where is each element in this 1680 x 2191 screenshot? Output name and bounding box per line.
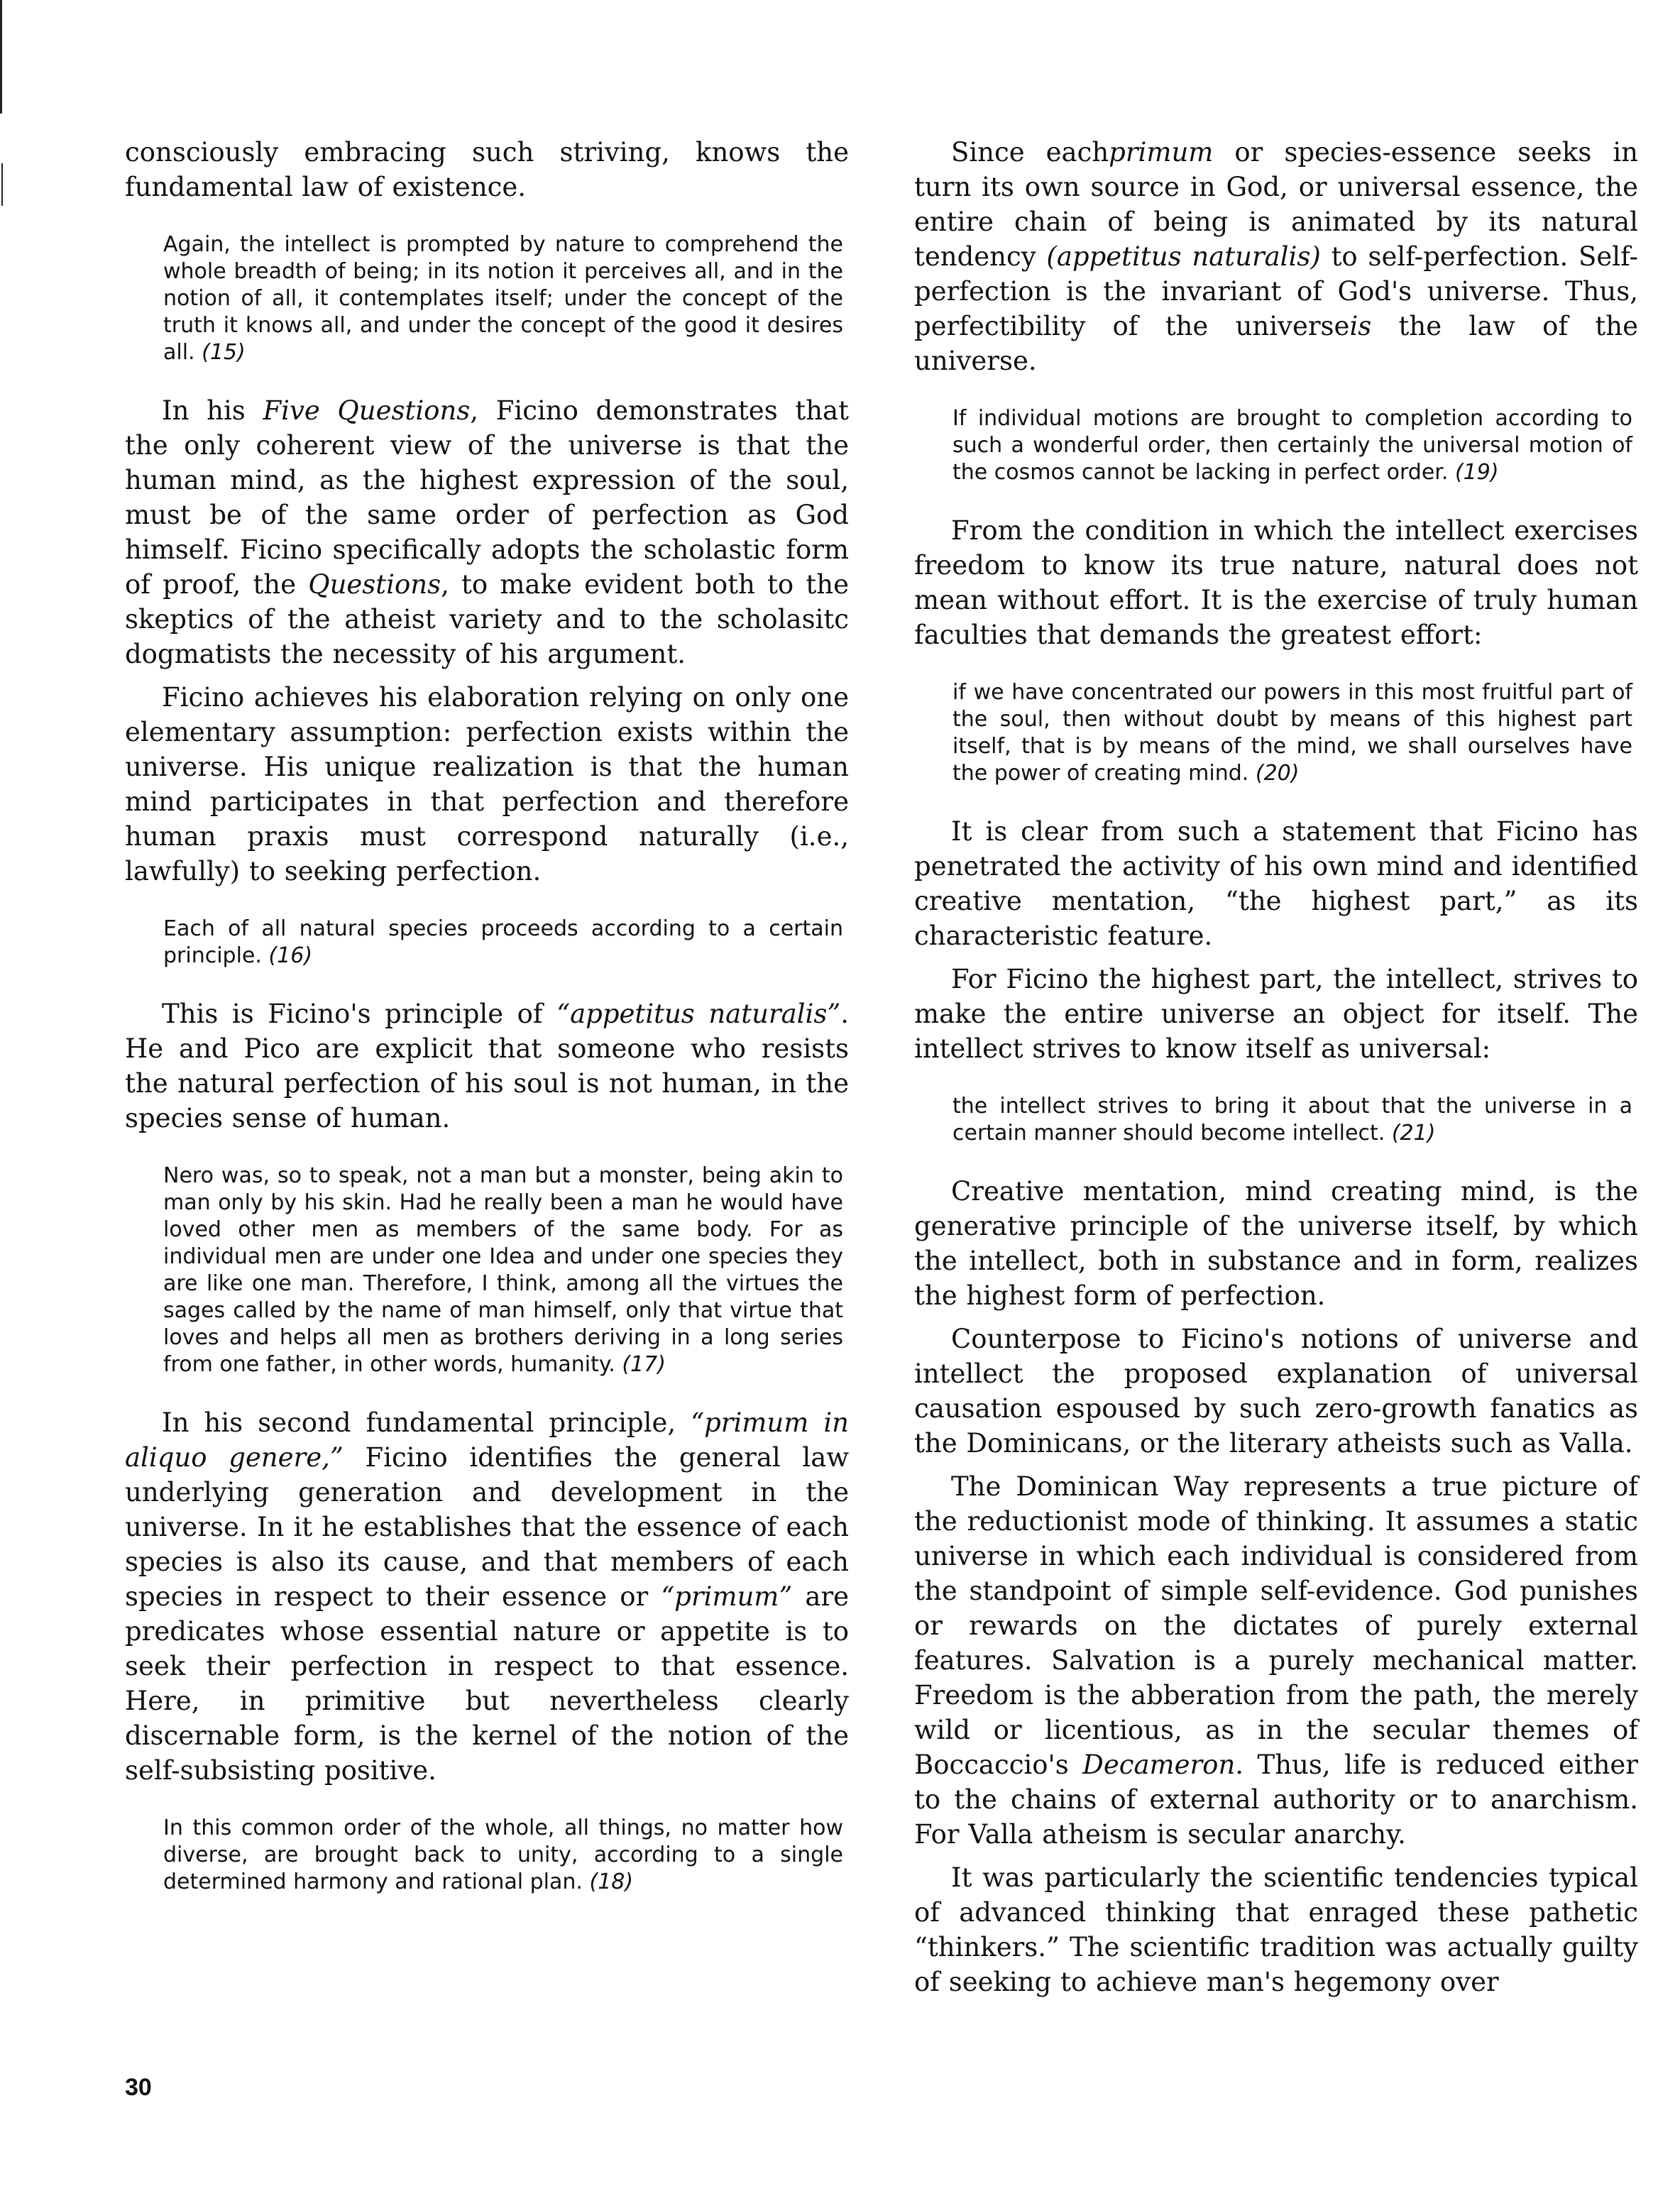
block-quote (952, 679, 1632, 787)
right-column (914, 135, 1638, 2008)
latin-term: primum (1109, 137, 1214, 168)
paragraph (125, 393, 849, 671)
block-quote (163, 1815, 843, 1896)
latin-term: “primum in aliquo genere,” (125, 1407, 849, 1473)
paragraph (125, 135, 849, 204)
footnote-ref: (15) (202, 340, 246, 365)
paragraph (125, 1405, 849, 1788)
paragraph-text: This is Ficino's principle of (162, 999, 557, 1029)
paragraph-text: For Ficino the highest part, the intellect, strives to make the entire universe an object for itself. The intellect strives to know itself as universal: (914, 964, 1638, 1064)
quote-text: If individual motions are brought to completion according to such a wonderful order, then certainly the universal motion of the cosmos cannot be lacking in perfect order. (952, 406, 1632, 485)
paragraph (914, 1174, 1638, 1313)
footnote-ref: (16) (268, 943, 313, 968)
paragraph-text: Ficino achieves his elaboration relying on only one elementary assumption: perfection exists within the universe. His unique realization is that the human mind participates in that perfection and therefore human praxis must correspond naturally (i.e., lawfully) to seeking perfection. (125, 682, 849, 886)
paragraph-text: the law of the universe. (914, 311, 1638, 376)
footnote-ref: (17) (622, 1352, 666, 1377)
paragraph-text: In his (162, 395, 263, 426)
paragraph-text: The Dominican Way represents a true picture of the reductionist mode of thinking. It assumes a static universe in which each individual is considered from the standpoint of simple self-evidence. God punishes or rewards on the dictates of purely external features. Salvation is a purely mechanical matter. Freedom is the abberation from the path, the merely wild or licentious, as in the secular themes of Boccaccio's (914, 1471, 1638, 1780)
paragraph-text: , Ficino demonstrates that the only coherent view of the universe is that the human mind, as the highest expression of the soul, must be of the same order of perfection as God himself. Ficino specifically adopts the scholastic form of proof, the (125, 395, 849, 600)
latin-term: “primum” (661, 1581, 793, 1612)
paragraph-text: Ficino identifies the general law underlying generation and development in the universe. In it he establishes that the essence of each species is also its cause, and that members of each species in respect to their essence or (125, 1442, 849, 1612)
paragraph-text: In his second fundamental principle, (162, 1407, 691, 1438)
paragraph-text: Since each (951, 137, 1109, 168)
paragraph-text: It is clear from such a statement that Ficino has penetrated the activity of his own mind and identified creative mentation, “the highest part,” as its characteristic feature. (914, 816, 1638, 951)
quote-text: In this common order of the whole, all things, no matter how diverse, are brought back to unity, according to a single determined harmony and rational plan. (163, 1816, 843, 1894)
paragraph-text: Counterpose to Ficino's notions of universe and intellect the proposed explanation of universal causation espoused by such zero-growth fanatics as the Dominicans, or the literary atheists such as Valla. (914, 1324, 1638, 1459)
footnote-ref: (20) (1255, 761, 1300, 786)
emphasis: is (1349, 311, 1372, 341)
quote-text: Each of all natural species proceeds according to a certain principle. (163, 916, 843, 968)
footnote-ref: (21) (1391, 1121, 1436, 1146)
scan-edge-mark (1, 163, 3, 206)
footnote-ref: (19) (1454, 460, 1499, 485)
work-title: Questions (308, 569, 441, 600)
paragraph-text: . Thus, life is reduced either to the chains of external authority or to anarchism. For Valla atheism is secular anarchy. (914, 1750, 1638, 1850)
block-quote (163, 916, 843, 970)
latin-term: “appetitus naturalis” (556, 999, 841, 1029)
quote-text: Again, the intellect is prompted by nature to comprehend the whole breadth of being; in its notion it perceives all, and in the notion of all, it contemplates itself; under the concept of the truth it knows all, and under the concept of the good it desires all. (163, 232, 843, 365)
quote-text: Nero was, so to speak, not a man but a monster, being akin to man only by his skin. Had he really been a man he would have loved other men as members of the same body. For as individual men are under one Idea and under one species they are like one man. Therefore, I think, among all the virtues the sages called by the name of man himself, only that virtue that loves and helps all men as brothers deriving in a long series from one father, in other words, humanity. (163, 1163, 843, 1377)
paragraph-text: to self-perfection. Self-perfection is the invariant of God's universe. Thus, perfectibility of the universe (914, 241, 1638, 341)
quote-text: the intellect strives to bring it about that the universe in a certain manner should become intellect. (952, 1094, 1632, 1146)
block-quote (952, 405, 1632, 486)
paragraph (914, 814, 1638, 953)
paragraph (125, 680, 849, 889)
paragraph (914, 962, 1638, 1066)
footnote-ref: (18) (589, 1869, 634, 1894)
paragraph (914, 1469, 1638, 1852)
work-title: Decameron (1082, 1750, 1236, 1780)
paragraph (914, 1860, 1638, 1999)
paragraph-text: are predicates whose essential nature or appetite is to seek their perfection in respect to that essence. Here, in primitive but nevertheless clearly discernable form, is the kernel of the notion of the self-subsisting positive. (125, 1581, 849, 1786)
block-quote (163, 231, 843, 366)
scan-edge-mark (0, 0, 2, 114)
paragraph (914, 135, 1638, 378)
paragraph-text: or species-essence seeks in turn its own source in God, or universal essence, the entire chain of being is animated by its natural tendency (914, 137, 1638, 272)
paragraph-text: . He and Pico are explicit that someone who resists the natural perfection of his soul is not human, in the species sense of human. (125, 999, 849, 1133)
page-number: 30 (125, 2074, 152, 2101)
left-column (125, 135, 849, 1923)
paragraph-text: consciously embracing such striving, knows the fundamental law of existence. (125, 137, 849, 202)
paragraph-text: Creative mentation, mind creating mind, is the generative principle of the universe itself, by which the intellect, both in substance and in form, realizes the highest form of perfection. (914, 1176, 1638, 1311)
paragraph-text: It was particularly the scientific tendencies typical of advanced thinking that enraged these pathetic “thinkers.” The scientific tradition was actually guilty of seeking to achieve man's hegemony over (914, 1862, 1638, 1997)
block-quote (163, 1163, 843, 1378)
paragraph (125, 996, 849, 1136)
paragraph-text: From the condition in which the intellect exercises freedom to know its true nature, natural does not mean without effort. It is the exercise of truly human faculties that demands the greatest effort: (914, 515, 1638, 650)
latin-term: (appetitus naturalis) (1046, 241, 1321, 272)
paragraph (914, 513, 1638, 652)
work-title: Five Questions (263, 395, 471, 426)
quote-text: if we have concentrated our powers in this most fruitful part of the soul, then without doubt by means of this highest part itself, that is by means of the mind, we shall ourselves have the power of creating mind. (952, 680, 1632, 786)
paragraph (914, 1322, 1638, 1461)
block-quote (952, 1093, 1632, 1147)
paragraph-text: , to make evident both to the skeptics of the atheist variety and to the scholasitc dogmatists the necessity of his argument. (125, 569, 849, 669)
